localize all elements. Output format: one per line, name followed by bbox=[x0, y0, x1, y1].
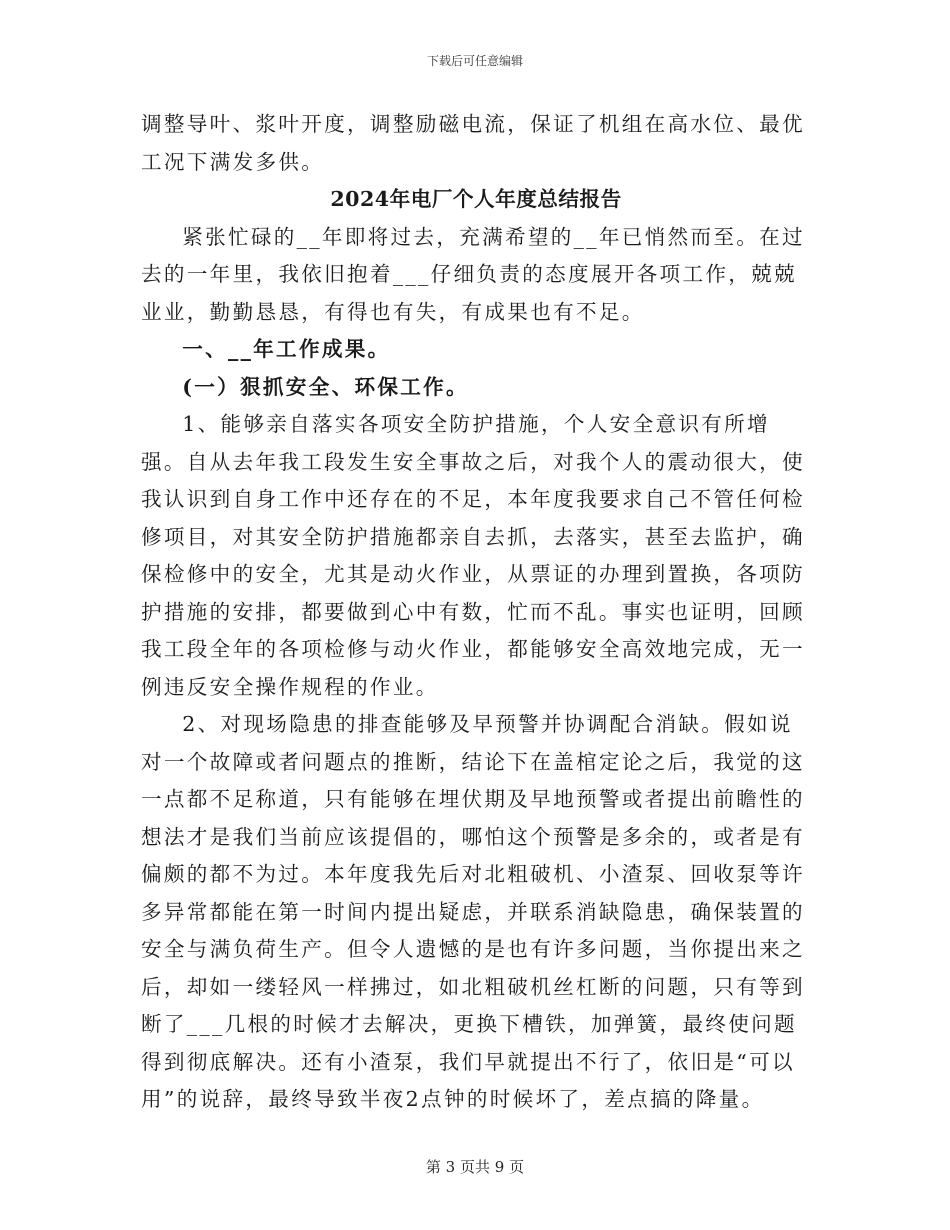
paragraph-item-1: 1、能够亲自落实各项安全防护措施，个人安全意识有所增强。自从去年我工段发生安全事故之后，对我个人的震动很大，使我认识到自身工作中还存在的不足，本年度我要求自己不管任何检修项目，对其安全防护措施都亲自去抓，去落实，甚至去监护，确保检修中的安全，尤其是动火作业，从票证的办理到置换，各项防护措施的安排，都要做到心中有数，忙而不乱。事实也证明，回顾我工段全年的各项检修与动火作业，都能够安全高效地完成，无一例违反安全操作规程的作业。 bbox=[141, 412, 805, 699]
paragraph-continuation: 调整导叶、浆叶开度，调整励磁电流，保证了机组在高水位、最优工况下满发多供。 bbox=[141, 112, 805, 174]
header-note: 下载后可任意编辑 bbox=[426, 54, 523, 68]
document-title: 2024年电厂个人年度总结报告 bbox=[330, 187, 622, 211]
section-heading: 一、__年工作成果。 bbox=[182, 337, 391, 361]
page-footer: 第 3 页共 9 页 bbox=[425, 1158, 525, 1176]
subsection-heading: (一）狠抓安全、环保工作。 bbox=[182, 374, 469, 399]
paragraph-item-2: 2、对现场隐患的排查能够及早预警并协调配合消缺。假如说对一个故障或者问题点的推断，结论下在盖棺定论之后，我觉的这一点都不足称道，只有能够在埋伏期及早地预警或者提出前瞻性的想法才是我们当前应该提倡的，哪怕这个预警是多余的，或者是有偏颇的都不为过。本年度我先后对北粗破机、小渣泵、回收泵等许多异常都能在第一时间内提出疑虑，并联系消缺隐患，确保装置的安全与满负荷生产。但令人遗憾的是也有许多问题，当你提出来之后，却如一缕轻风一样拂过，如北粗破机丝杠断的问题，只有等到断了___几根的时候才去解决，更换下槽铁，加弹簧，最终使问题得到彻底解决。还有小渣泵，我们早就提出不行了，依旧是“可以用”的说辞，最终导致半夜2点钟的时候坏了，差点搞的降量。 bbox=[141, 712, 805, 1111]
paragraph-intro: 紧张忙碌的__年即将过去，充满希望的__年已悄然而至。在过去的一年里，我依旧抱着___仔细负责的态度展开各项工作，兢兢业业，勤勤恳恳，有得也有失，有成果也有不足。 bbox=[141, 224, 805, 324]
document-body bbox=[141, 106, 811, 1119]
